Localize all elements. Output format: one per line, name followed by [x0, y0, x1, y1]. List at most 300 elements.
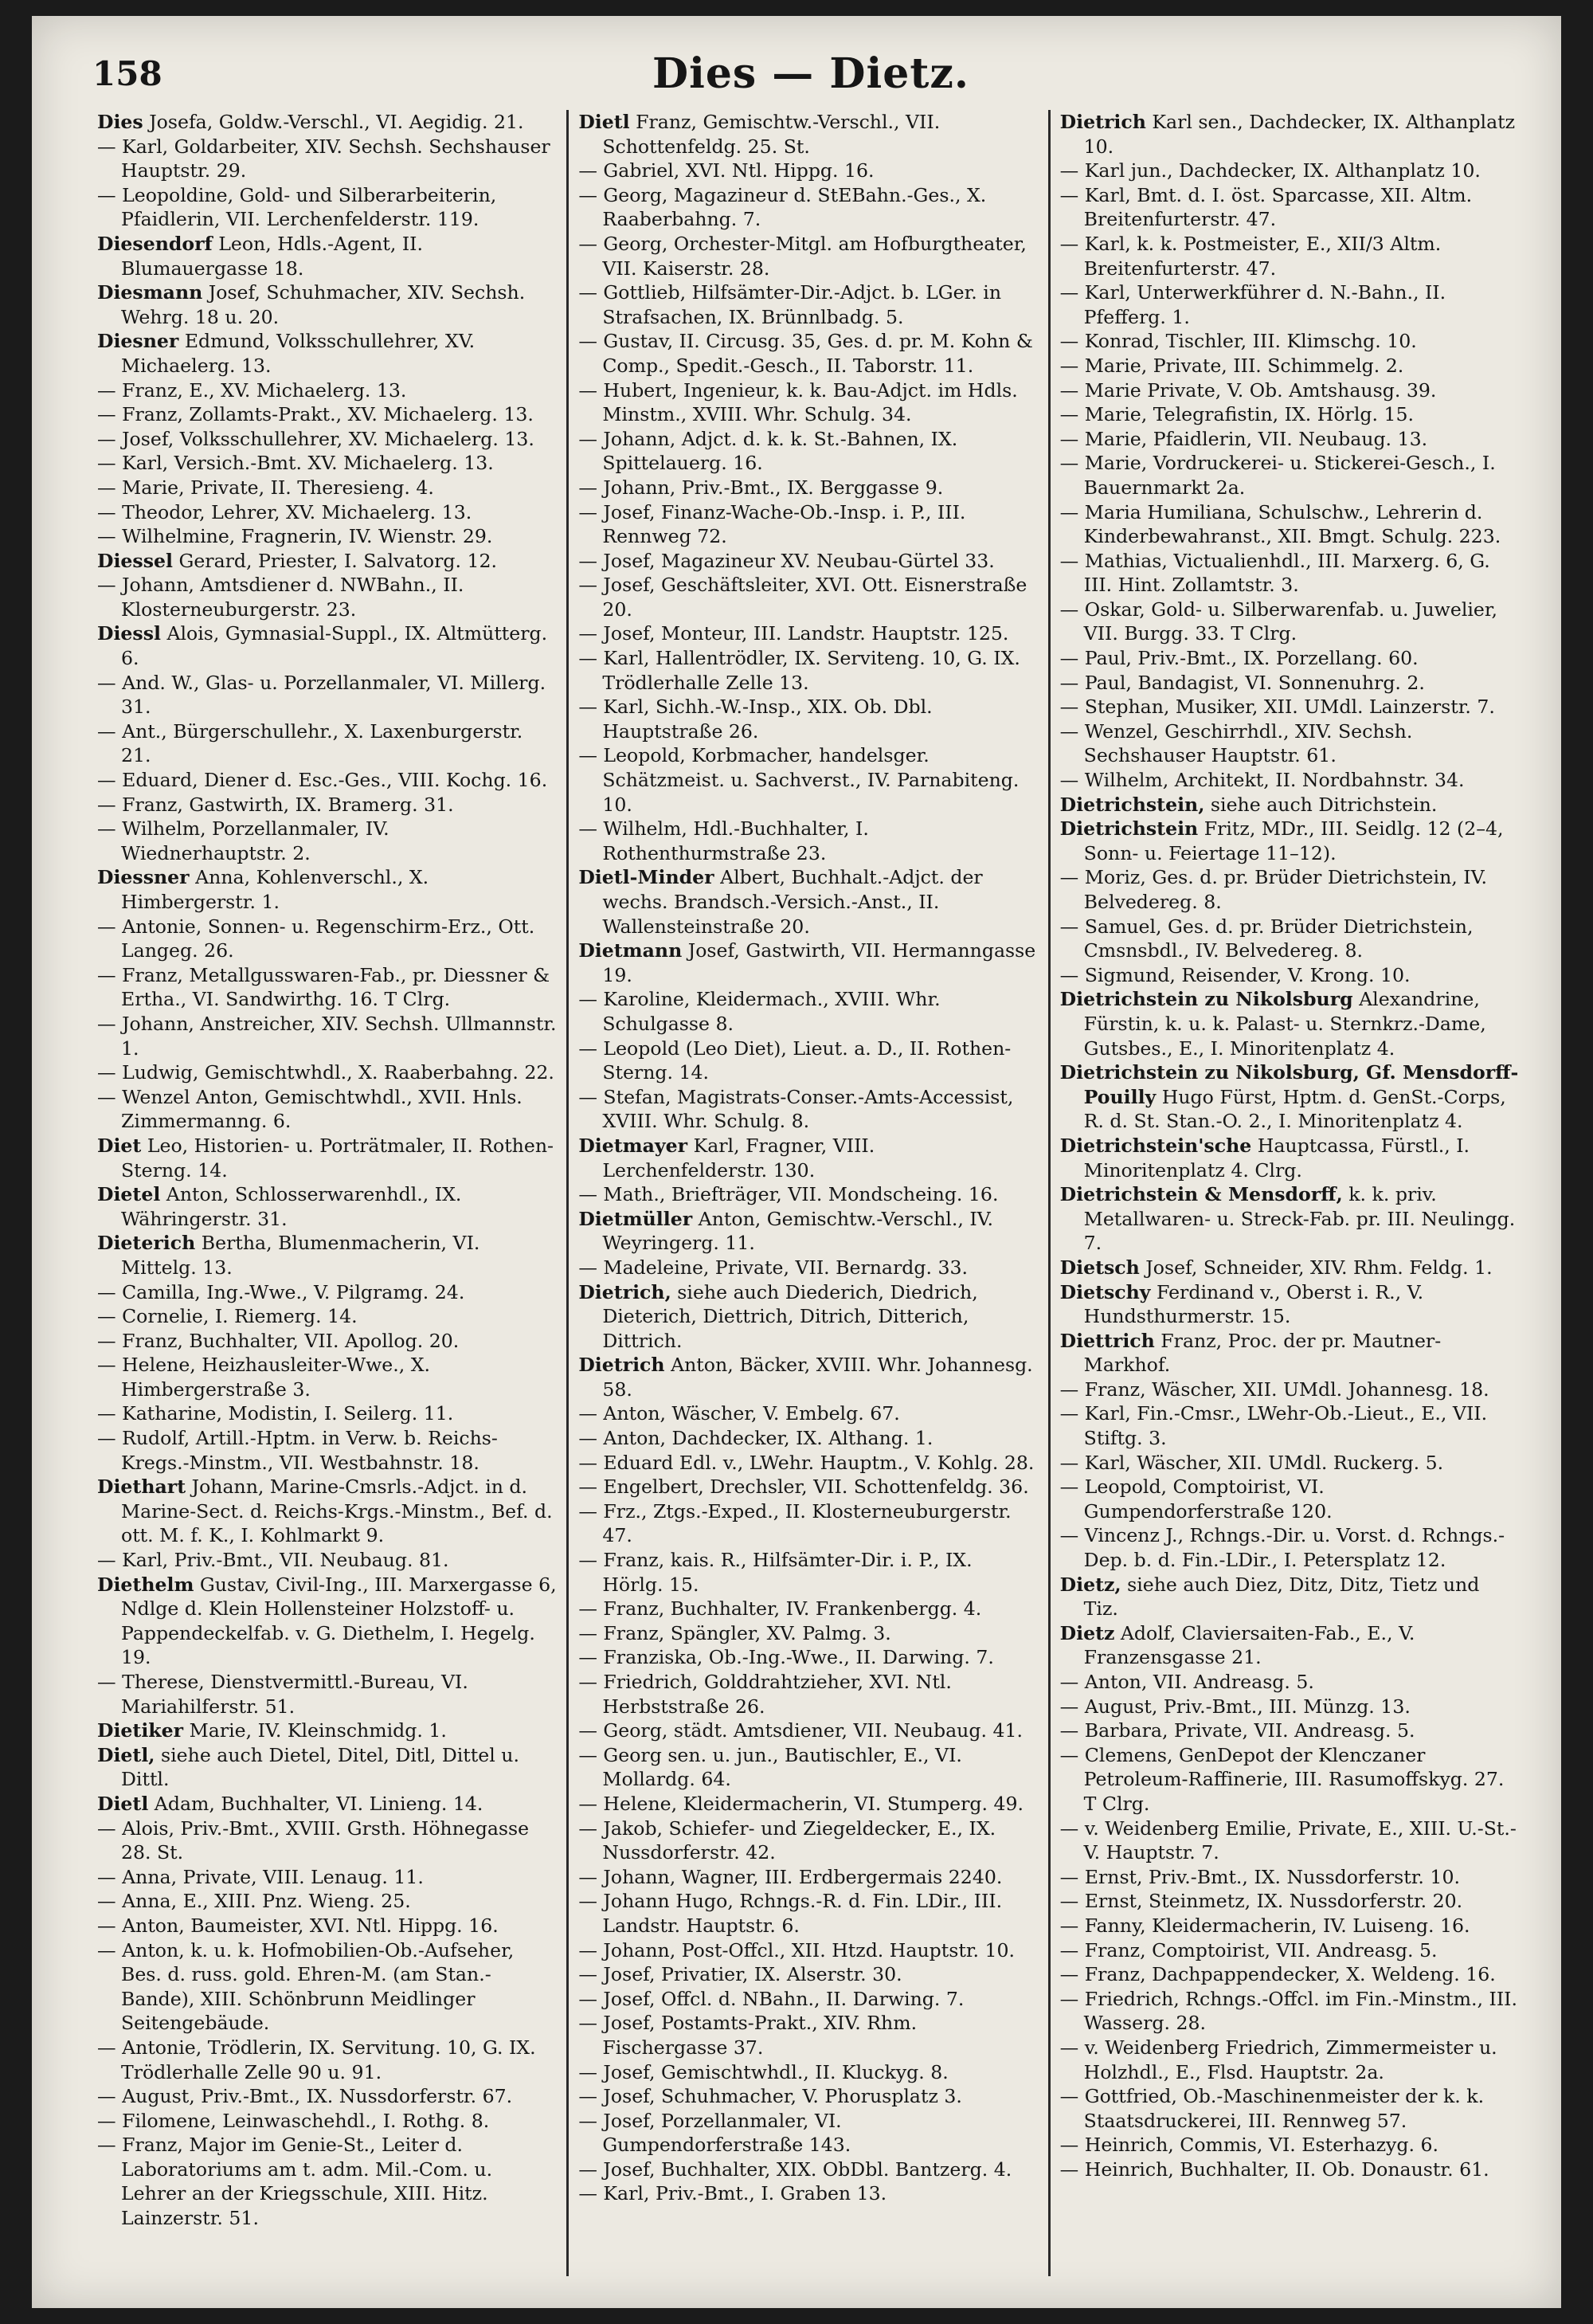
entry-headword: Dietrich,	[578, 1280, 671, 1303]
entry-text: — Josef, Monteur, III. Landstr. Hauptstr. 125.	[578, 622, 1009, 645]
directory-entry	[578, 1889, 1038, 1938]
directory-entry	[578, 1401, 1038, 1426]
directory-entry	[97, 1743, 557, 1792]
entry-headword: Dietrichstein & Mensdorff,	[1059, 1183, 1343, 1206]
directory-entry	[1060, 598, 1520, 646]
entry-text: — Fanny, Kleidermacherin, IV. Luiseng. 16.	[1059, 1914, 1470, 1937]
entry-text: — Johann, Post-Offcl., XII. Htzd. Hauptstr. 10.	[578, 1938, 1016, 1961]
entry-text: — Franz, E., XV. Michaelerg. 13.	[97, 378, 407, 402]
directory-entry	[1060, 159, 1520, 183]
directory-entry	[578, 1134, 1038, 1182]
directory-entry	[97, 1085, 557, 1134]
entry-text: Josefa, Goldw.-Verschl., VI. Aegidig. 21.	[143, 111, 524, 133]
directory-entry	[578, 280, 1038, 329]
directory-entry	[578, 695, 1038, 743]
directory-entry	[578, 939, 1038, 987]
entry-text: — Karl jun., Dachdecker, IX. Althanplatz 10.	[1059, 159, 1481, 182]
directory-entry	[1060, 987, 1520, 1060]
directory-entry	[578, 646, 1038, 695]
entry-text: — Karl, Priv.-Bmt., I. Graben 13.	[578, 2182, 887, 2205]
entry-text: — Friedrich, Golddrahtzieher, XVI. Ntl. Herbststraße 26.	[578, 1671, 952, 1718]
entry-headword: Dietz,	[1059, 1573, 1121, 1596]
entry-headword: Diethelm	[97, 1573, 194, 1596]
directory-entry	[578, 1865, 1038, 1890]
directory-entry	[97, 573, 557, 621]
directory-entry	[1060, 427, 1520, 452]
entry-text: — Oskar, Gold- u. Silberwarenfab. u. Juwelier, VII. Burgg. 33. T Clrg.	[1059, 598, 1498, 645]
entry-text: Franz, Proc. der pr. Mautner-Markhof.	[1083, 1329, 1442, 1377]
directory-entry	[1060, 1914, 1520, 1938]
entry-text: Gustav, Civil-Ing., III. Marxergasse 6, Ndlge d. Klein Hollensteiner Holzstoff- u. Pappendeckelfab. v. G. Diethelm, I. Hegelg. 19.	[121, 1573, 557, 1669]
directory-entry	[97, 1012, 557, 1060]
directory-entry	[1060, 915, 1520, 963]
entry-text: — Anna, E., XIII. Pnz. Wieng. 25.	[97, 1890, 411, 1913]
entry-headword: Diesmann	[97, 281, 203, 304]
directory-entry	[578, 1426, 1038, 1451]
directory-entry	[1060, 695, 1520, 719]
entry-text: Alexandrine, Fürstin, k. u. k. Palast- u. Sternkrz.-Dame, Gutsbes., E., I. Minoritenplatz 4.	[1083, 988, 1486, 1060]
directory-entry	[97, 476, 557, 500]
entry-text: — Franz, Zollamts-Prakt., XV. Michaelerg. 13.	[97, 403, 534, 426]
entry-text: siehe auch Diederich, Diedrich, Dieterich, Diettrich, Ditrich, Ditterich, Dittrich.	[602, 1280, 978, 1352]
directory-entry	[97, 1792, 557, 1816]
entry-text: — Friedrich, Rchngs.-Offcl. im Fin.-Minstm., III. Wasserg. 28.	[1059, 1987, 1517, 2035]
entry-headword: Diessel	[97, 549, 173, 572]
directory-entry	[97, 427, 557, 452]
entry-text: — Leopold, Korbmacher, handelsger. Schätzmeist. u. Sachverst., IV. Parnabiteng. 10.	[578, 744, 1020, 816]
directory-entry	[578, 2060, 1038, 2085]
entry-text: — Franz, Major im Genie-St., Leiter d. Laboratoriums am t. adm. Mil.-Com. u. Lehrer an der Kriegsschule, XIII. Hitz. Lainzerstr. 51.	[97, 2134, 493, 2230]
entry-text: — Wilhelm, Hdl.-Buchhalter, I. Rothenthurmstraße 23.	[578, 817, 869, 864]
directory-entry	[97, 793, 557, 817]
directory-entry	[1060, 232, 1520, 280]
entry-text: — Marie, Telegrafistin, IX. Hörlg. 15.	[1059, 403, 1414, 426]
entry-text: — Johann, Anstreicher, XIV. Sechsh. Ullmannstr. 1.	[97, 1012, 557, 1060]
entry-text: Hauptcassa, Fürstl., I. Minoritenplatz 4. Clrg.	[1083, 1134, 1470, 1182]
entry-text: — Sigmund, Reisender, V. Krong. 10.	[1059, 963, 1411, 986]
directory-entry	[97, 768, 557, 793]
entry-text: Anton, Bäcker, XVIII. Whr. Johannesg. 58.	[602, 1354, 1033, 1401]
entry-headword: Diettrich	[1059, 1329, 1155, 1352]
directory-entry	[578, 427, 1038, 476]
entry-text: Bertha, Blumenmacherin, VI. Mittelg. 13.	[121, 1232, 480, 1279]
entry-text: — Barbara, Private, VII. Andreasg. 5.	[1059, 1719, 1415, 1742]
entry-text: — Math., Briefträger, VII. Mondscheing. 16.	[578, 1183, 999, 1206]
directory-entry	[1060, 2133, 1520, 2157]
entry-text: — Franz, Metallgusswaren-Fab., pr. Diessner & Ertha., VI. Sandwirthg. 16. T Clrg.	[97, 963, 550, 1011]
directory-entry	[578, 110, 1038, 159]
directory-entry	[578, 1597, 1038, 1621]
directory-entry	[1060, 963, 1520, 988]
entry-text: — Karoline, Kleidermach., XVIII. Whr. Schulgasse 8.	[578, 988, 941, 1035]
entry-text: — Anna, Private, VIII. Lenaug. 11.	[97, 1865, 424, 1888]
entry-text: — Marie Private, V. Ob. Amtshausg. 39.	[1059, 378, 1437, 402]
entry-text: — Karl, Sichh.-W.-Insp., XIX. Ob. Dbl. Hauptstraße 26.	[578, 696, 933, 743]
entry-text: — Josef, Volksschullehrer, XV. Michaelerg. 13.	[97, 427, 534, 450]
directory-entry	[1060, 817, 1520, 865]
entry-text: — Antonie, Sonnen- u. Regenschirm-Erz., Ott. Langeg. 26.	[97, 915, 535, 962]
entry-headword: Dietmann	[578, 939, 683, 962]
directory-entry	[578, 1792, 1038, 1816]
directory-entry	[1060, 1695, 1520, 1719]
entry-text: — Georg, Magazineur d. StEBahn.-Ges., X. Raaberbahng. 7.	[578, 183, 987, 231]
directory-entry	[578, 500, 1038, 549]
directory-entry	[97, 1548, 557, 1573]
entry-text: — Josef, Schuhmacher, V. Phorusplatz 3.	[578, 2085, 962, 2108]
directory-entry	[97, 1573, 557, 1670]
entry-text: — Josef, Privatier, IX. Alserstr. 30.	[578, 1963, 902, 1986]
entry-text: — Heinrich, Commis, VI. Esterhazyg. 6.	[1059, 2134, 1438, 2157]
directory-columns	[88, 110, 1529, 2276]
column-1	[88, 110, 566, 2276]
entry-text: — Johann, Amtsdiener d. NWBahn., II. Klosterneuburgerstr. 23.	[97, 574, 464, 621]
directory-entry	[97, 1231, 557, 1280]
entry-headword: Dietz	[1059, 1621, 1115, 1644]
running-head: Dies — Dietz.	[652, 49, 969, 98]
entry-text: — Franziska, Ob.-Ing.-Wwe., II. Darwing. 7.	[578, 1646, 994, 1669]
entry-text: — Josef, Porzellanmaler, VI. Gumpendorferstraße 143.	[578, 2109, 851, 2157]
directory-entry	[97, 232, 557, 280]
entry-headword: Dietrichstein	[1059, 817, 1199, 841]
entry-text: — Filomene, Leinwaschehdl., I. Rothg. 8.	[97, 2109, 490, 2132]
entry-text: Alois, Gymnasial-Suppl., IX. Altmütterg. 6.	[121, 622, 548, 670]
entry-headword: Dietl	[578, 111, 630, 133]
directory-entry	[578, 1816, 1038, 1865]
directory-entry	[97, 1719, 557, 1743]
directory-entry	[578, 1962, 1038, 1987]
entry-text: Karl, Fragner, VIII. Lerchenfelderstr. 130.	[602, 1134, 875, 1182]
entry-text: — Franz, Gastwirth, IX. Bramerg. 31.	[97, 793, 454, 816]
entry-text: — Karl, Hallentrödler, IX. Serviteng. 10, G. IX. Trödlerhalle Zelle 13.	[578, 647, 1020, 694]
directory-entry	[578, 1475, 1038, 1499]
column-2	[566, 110, 1047, 2276]
entry-text: — Marie, Pfaidlerin, VII. Neubaug. 13.	[1059, 427, 1428, 450]
directory-entry	[1060, 354, 1520, 378]
directory-entry	[1060, 1134, 1520, 1182]
directory-entry	[97, 1353, 557, 1401]
entry-text: — Stefan, Magistrats-Conser.-Amts-Accessist, XVIII. Whr. Schulg. 8.	[578, 1085, 1014, 1133]
directory-entry	[578, 1499, 1038, 1548]
entry-text: — Cornelie, I. Riemerg. 14.	[97, 1305, 358, 1328]
directory-entry	[97, 2133, 557, 2230]
entry-text: — Franz, Buchhalter, IV. Frankenbergg. 4.	[578, 1597, 982, 1621]
directory-entry	[578, 1548, 1038, 1597]
column-3	[1048, 110, 1529, 2276]
directory-entry	[97, 915, 557, 963]
directory-entry	[1060, 402, 1520, 427]
directory-entry	[97, 135, 557, 183]
entry-text: — August, Priv.-Bmt., III. Münzg. 13.	[1059, 1695, 1411, 1718]
directory-entry	[97, 280, 557, 329]
entry-text: — Konrad, Tischler, III. Klimschg. 10.	[1059, 330, 1417, 353]
entry-text: — Georg, Orchester-Mitgl. am Hofburgtheater, VII. Kaiserstr. 28.	[578, 232, 1027, 280]
entry-text: — Franz, Wäscher, XII. UMdl. Johannesg. 18.	[1059, 1378, 1489, 1401]
directory-entry	[1060, 549, 1520, 598]
entry-text: — Karl, Unterwerkführer d. N.-Bahn., II. Pfefferg. 1.	[1059, 281, 1446, 328]
entry-text: — Camilla, Ing.-Wwe., V. Pilgramg. 24.	[97, 1280, 465, 1303]
entry-text: — Josef, Finanz-Wache-Ob.-Insp. i. P., III. Rennweg 72.	[578, 500, 966, 548]
directory-entry	[1060, 1378, 1520, 1402]
entry-headword: Dietl-Minder	[578, 866, 714, 889]
directory-entry	[1060, 1719, 1520, 1743]
directory-entry	[97, 963, 557, 1012]
entry-headword: Dietrichstein,	[1059, 793, 1205, 816]
directory-entry	[1060, 500, 1520, 549]
entry-text: — Eduard, Diener d. Esc.-Ges., VIII. Kochg. 16.	[97, 769, 548, 792]
entry-text: — Jakob, Schiefer- und Ziegeldecker, E., IX. Nussdorferstr. 42.	[578, 1816, 996, 1864]
directory-entry	[578, 378, 1038, 427]
entry-text: — Leopold, Comptoirist, VI. Gumpendorferstraße 120.	[1059, 1476, 1333, 1523]
directory-entry	[1060, 646, 1520, 671]
directory-entry	[97, 1914, 557, 1938]
directory-entry	[578, 1037, 1038, 1085]
entry-headword: Dietmayer	[578, 1134, 688, 1157]
directory-entry	[97, 1670, 557, 1719]
directory-entry	[578, 183, 1038, 232]
directory-entry	[1060, 1962, 1520, 1987]
directory-entry	[1060, 1816, 1520, 1865]
entry-text: Karl sen., Dachdecker, IX. Althanplatz 10.	[1083, 111, 1516, 158]
directory-entry	[578, 817, 1038, 865]
entry-text: — Antonie, Trödlerin, IX. Servitung. 10, G. IX. Trödlerhalle Zelle 90 u. 91.	[97, 2036, 536, 2083]
entry-text: Albert, Buchhalt.-Adjct. der wechs. Brandsch.-Versich.-Anst., II. Wallensteinstraße 20.	[602, 866, 983, 938]
entry-headword: Dietrich	[578, 1354, 665, 1377]
directory-entry	[1060, 183, 1520, 232]
directory-entry	[1060, 1475, 1520, 1523]
entry-text: — Gottlieb, Hilfsämter-Dir.-Adjct. b. LGer. in Strafsachen, IX. Brünnlbadg. 5.	[578, 281, 1002, 328]
directory-entry	[97, 1426, 557, 1475]
directory-entry	[1060, 1865, 1520, 1890]
entry-headword: Dietrich	[1059, 111, 1146, 133]
directory-entry	[97, 1182, 557, 1231]
directory-entry	[1060, 1938, 1520, 1963]
directory-entry	[1060, 451, 1520, 500]
entry-text: — Georg sen. u. jun., Bautischler, E., VI. Mollardg. 64.	[578, 1743, 962, 1791]
directory-entry	[578, 1085, 1038, 1134]
entry-text: — Marie, Private, III. Schimmelg. 2.	[1059, 354, 1404, 377]
directory-entry	[97, 2036, 557, 2084]
directory-entry	[578, 1353, 1038, 1401]
directory-entry	[578, 2181, 1038, 2206]
directory-entry	[578, 1182, 1038, 1207]
directory-entry	[97, 183, 557, 232]
entry-text: — Josef, Postamts-Prakt., XIV. Rhm. Fischergasse 37.	[578, 2012, 918, 2059]
entry-text: — Wilhelm, Porzellanmaler, IV. Wiednerhauptstr. 2.	[97, 817, 389, 864]
entry-text: — Frz., Ztgs.-Exped., II. Klosterneuburgerstr. 47.	[578, 1499, 1012, 1547]
directory-entry	[97, 549, 557, 574]
entry-text: — Therese, Dienstvermittl.-Bureau, VI. Mariahilferstr. 51.	[97, 1671, 468, 1718]
entry-text: Fritz, MDr., III. Seidlg. 12 (2–4, Sonn- u. Feiertage 11–12).	[1083, 817, 1504, 864]
entry-text: — Leopold (Leo Diet), Lieut. a. D., II. Rothen-Sterng. 14.	[578, 1037, 1012, 1084]
directory-entry	[1060, 1670, 1520, 1695]
entry-text: Leon, Hdls.-Agent, II. Blumauergasse 18.	[121, 232, 423, 280]
entry-text: — Ant., Bürgerschullehr., X. Laxenburgerstr. 21.	[97, 719, 523, 767]
entry-text: — August, Priv.-Bmt., IX. Nussdorferstr. 67.	[97, 2085, 513, 2108]
entry-headword: Dietiker	[97, 1719, 184, 1742]
directory-entry	[97, 1329, 557, 1354]
entry-text: — Vincenz J., Rchngs.-Dir. u. Vorst. d. Rchngs.-Dep. b. d. Fin.-LDir., I. Petersplatz 12.	[1059, 1524, 1505, 1572]
directory-entry	[97, 1060, 557, 1085]
directory-entry	[578, 2011, 1038, 2059]
entry-text: Hugo Fürst, Hptm. d. GenSt.-Corps, R. d. St. Stan.-O. 2., I. Minoritenplatz 4.	[1083, 1085, 1506, 1133]
directory-entry	[578, 329, 1038, 378]
entry-text: — Josef, Geschäftsleiter, XVI. Ott. Eisnerstraße 20.	[578, 574, 1027, 621]
entry-headword: Dietl	[97, 1792, 149, 1815]
directory-entry	[578, 1670, 1038, 1719]
directory-entry	[1060, 1523, 1520, 1572]
entry-text: Adam, Buchhalter, VI. Linieng. 14.	[148, 1792, 483, 1815]
directory-entry	[1060, 1889, 1520, 1914]
entry-text: — Anton, Dachdecker, IX. Althang. 1.	[578, 1427, 933, 1450]
entry-text: — Franz, kais. R., Hilfsämter-Dir. i. P., IX. Hörlg. 15.	[578, 1549, 973, 1596]
entry-headword: Dietel	[97, 1183, 161, 1206]
entry-text: Marie, IV. Kleinschmidg. 1.	[183, 1719, 447, 1742]
directory-entry	[97, 2109, 557, 2134]
entry-text: — Stephan, Musiker, XII. UMdl. Lainzerstr. 7.	[1059, 696, 1495, 719]
entry-headword: Dieterich	[97, 1232, 196, 1255]
directory-entry	[97, 110, 557, 135]
directory-entry	[1060, 2157, 1520, 2182]
entry-text: Josef, Gastwirth, VII. Hermanngasse 19.	[602, 939, 1036, 986]
entry-text: — Franz, Dachpappendecker, X. Weldeng. 16.	[1059, 1963, 1496, 1986]
directory-entry	[578, 2109, 1038, 2157]
directory-entry	[1060, 378, 1520, 403]
directory-entry	[578, 159, 1038, 183]
entry-text: — Katharine, Modistin, I. Seilerg. 11.	[97, 1402, 454, 1425]
entry-text: — Johann Hugo, Rchngs.-R. d. Fin. LDir., III. Landstr. Hauptstr. 6.	[578, 1890, 1003, 1937]
entry-text: — Gottfried, Ob.-Maschinenmeister der k. k. Staatsdruckerei, III. Rennweg 57.	[1059, 2085, 1485, 2132]
entry-text: — Maria Humiliana, Schulschw., Lehrerin d. Kinderbewahranst., XII. Bmgt. Schulg. 223.	[1059, 500, 1501, 548]
entry-text: — Josef, Buchhalter, XIX. ObDbl. Bantzerg. 4.	[578, 2157, 1012, 2181]
directory-entry	[578, 1621, 1038, 1646]
directory-entry	[1060, 1256, 1520, 1280]
directory-entry	[578, 232, 1038, 280]
entry-headword: Diet	[97, 1134, 142, 1157]
directory-entry	[1060, 1060, 1520, 1134]
directory-entry	[97, 621, 557, 670]
entry-text: — Marie, Private, II. Theresieng. 4.	[97, 476, 434, 499]
entry-headword: Diesendorf	[97, 232, 213, 255]
entry-text: — Wilhelmine, Fragnerin, IV. Wienstr. 29.	[97, 525, 493, 548]
entry-text: — Rudolf, Artill.-Hptm. in Verw. b. Reichs-Kregs.-Minstm., VII. Westbahnstr. 18.	[97, 1427, 498, 1474]
entry-text: — Anton, Wäscher, V. Embelg. 67.	[578, 1402, 900, 1425]
entry-text: — Eduard Edl. v., LWehr. Hauptm., V. Kohlg. 28.	[578, 1451, 1035, 1474]
entry-text: Gerard, Priester, I. Salvatorg. 12.	[172, 549, 497, 572]
entry-text: — And. W., Glas- u. Porzellanmaler, VI. Millerg. 31.	[97, 671, 546, 719]
directory-entry	[1060, 1401, 1520, 1450]
entry-headword: Diesner	[97, 330, 179, 353]
directory-entry	[578, 549, 1038, 574]
directory-entry	[97, 500, 557, 525]
directory-entry	[1060, 1451, 1520, 1476]
entry-text: k. k. priv. Metallwaren- u. Streck-Fab. pr. III. Neulingg. 7.	[1083, 1183, 1516, 1255]
directory-entry	[578, 1938, 1038, 1963]
entry-headword: Dietrichstein zu Nikolsburg	[1059, 988, 1353, 1011]
entry-text: Josef, Schneider, XIV. Rhm. Feldg. 1.	[1139, 1256, 1493, 1279]
directory-entry	[97, 671, 557, 719]
entry-text: Franz, Gemischtw.-Verschl., VII. Schottenfeldg. 25. St.	[602, 111, 941, 158]
entry-text: — Josef, Gemischtwhdl., II. Kluckyg. 8.	[578, 2060, 949, 2083]
directory-entry	[1060, 2036, 1520, 2084]
directory-entry	[578, 1743, 1038, 1792]
directory-entry	[1060, 329, 1520, 354]
directory-entry	[578, 476, 1038, 500]
entry-text: — Leopoldine, Gold- und Silberarbeiterin, Pfaidlerin, VII. Lerchenfelderstr. 119.	[97, 183, 497, 231]
directory-entry	[97, 1304, 557, 1329]
directory-entry	[97, 402, 557, 427]
entry-text: — Theodor, Lehrer, XV. Michaelerg. 13.	[97, 500, 472, 523]
directory-entry	[97, 865, 557, 914]
directory-entry	[97, 1889, 557, 1914]
entry-text: — v. Weidenberg Emilie, Private, E., XIII. U.-St.-V. Hauptstr. 7.	[1059, 1816, 1517, 1864]
entry-text: — Alois, Priv.-Bmt., XVIII. Grsth. Höhnegasse 28. St.	[97, 1816, 530, 1864]
entry-text: — Karl, Wäscher, XII. UMdl. Ruckerg. 5.	[1059, 1451, 1444, 1474]
entry-text: — Madeleine, Private, VII. Bernardg. 33.	[578, 1256, 968, 1279]
directory-entry	[578, 1451, 1038, 1476]
directory-entry	[578, 573, 1038, 621]
entry-text: — Franz, Spängler, XV. Palmg. 3.	[578, 1621, 891, 1644]
directory-entry	[578, 1987, 1038, 2012]
entry-text: — Engelbert, Drechsler, VII. Schottenfeldg. 36.	[578, 1476, 1029, 1499]
entry-text: — Samuel, Ges. d. pr. Brüder Dietrichstein, Cmsnsbdl., IV. Belvedereg. 8.	[1059, 915, 1474, 962]
entry-headword: Diethart	[97, 1476, 186, 1499]
entry-text: Ferdinand v., Oberst i. R., V. Hundsthurmerstr. 15.	[1083, 1280, 1424, 1328]
directory-page	[32, 16, 1561, 2308]
directory-entry	[97, 1475, 557, 1548]
entry-text: Johann, Marine-Cmsrls.-Adjct. in d. Marine-Sect. d. Reichs-Krgs.-Minstm., Bef. d. ott. M. f. K., I. Kohlmarkt 9.	[121, 1476, 553, 1547]
directory-entry	[1060, 671, 1520, 696]
directory-entry	[1060, 793, 1520, 817]
directory-entry	[578, 2084, 1038, 2109]
entry-text: — Georg, städt. Amtsdiener, VII. Neubaug. 41.	[578, 1719, 1023, 1742]
directory-entry	[97, 378, 557, 403]
entry-text: — Ludwig, Gemischtwhdl., X. Raaberbahng. 22.	[97, 1061, 554, 1084]
directory-entry	[1060, 719, 1520, 768]
entry-text: — Heinrich, Buchhalter, II. Ob. Donaustr. 61.	[1059, 2157, 1489, 2181]
entry-text: — Ernst, Priv.-Bmt., IX. Nussdorferstr. 10.	[1059, 1865, 1460, 1888]
directory-entry	[578, 621, 1038, 646]
entry-headword: Dietrichstein'sche	[1059, 1134, 1252, 1157]
directory-entry	[578, 1645, 1038, 1670]
entry-text: Anna, Kohlenverschl., X. Himbergerstr. 1.	[121, 866, 429, 913]
entry-text: — Karl, Goldarbeiter, XIV. Sechsh. Sechshauser Hauptstr. 29.	[97, 135, 550, 182]
directory-entry	[97, 2084, 557, 2109]
entry-text: — Wenzel, Geschirrhdl., XIV. Sechsh. Sechshauser Hauptstr. 61.	[1059, 719, 1413, 767]
entry-text: — Karl, Fin.-Cmsr., LWehr-Ob.-Lieut., E., VII. Stiftg. 3.	[1059, 1402, 1488, 1450]
directory-entry	[97, 1816, 557, 1865]
entry-text: — Wilhelm, Architekt, II. Nordbahnstr. 34.	[1059, 769, 1465, 792]
directory-entry	[1060, 1987, 1520, 2036]
entry-text: — Josef, Offcl. d. NBahn., II. Darwing. 7.	[578, 1987, 965, 2010]
directory-entry	[97, 524, 557, 549]
entry-text: — Paul, Bandagist, VI. Sonnenuhrg. 2.	[1059, 671, 1425, 694]
directory-entry	[578, 1207, 1038, 1256]
entry-text: — Paul, Priv.-Bmt., IX. Porzellang. 60.	[1059, 647, 1419, 670]
directory-entry	[97, 1280, 557, 1305]
directory-entry	[578, 865, 1038, 939]
directory-entry	[1060, 1329, 1520, 1378]
entry-text: Adolf, Claviersaiten-Fab., E., V. Franzensgasse 21.	[1083, 1621, 1415, 1669]
entry-headword: Dies	[97, 111, 143, 133]
entry-text: — Anton, k. u. k. Hofmobilien-Ob.-Aufseher, Bes. d. russ. gold. Ehren-M. (am Stan.-Bande), XIII. Schönbrunn Meidlinger Seitengebäude.	[97, 1938, 515, 2035]
directory-entry	[578, 743, 1038, 817]
entry-text: — Johann, Priv.-Bmt., IX. Berggasse 9.	[578, 476, 944, 499]
entry-text: siehe auch Dietel, Ditel, Ditl, Dittel u. Dittl.	[121, 1743, 519, 1791]
directory-entry	[578, 987, 1038, 1036]
entry-text: — Karl, Bmt. d. I. öst. Sparcasse, XII. Altm. Breitenfurterstr. 47.	[1059, 183, 1473, 231]
directory-entry	[1060, 1743, 1520, 1816]
directory-entry	[97, 817, 557, 865]
